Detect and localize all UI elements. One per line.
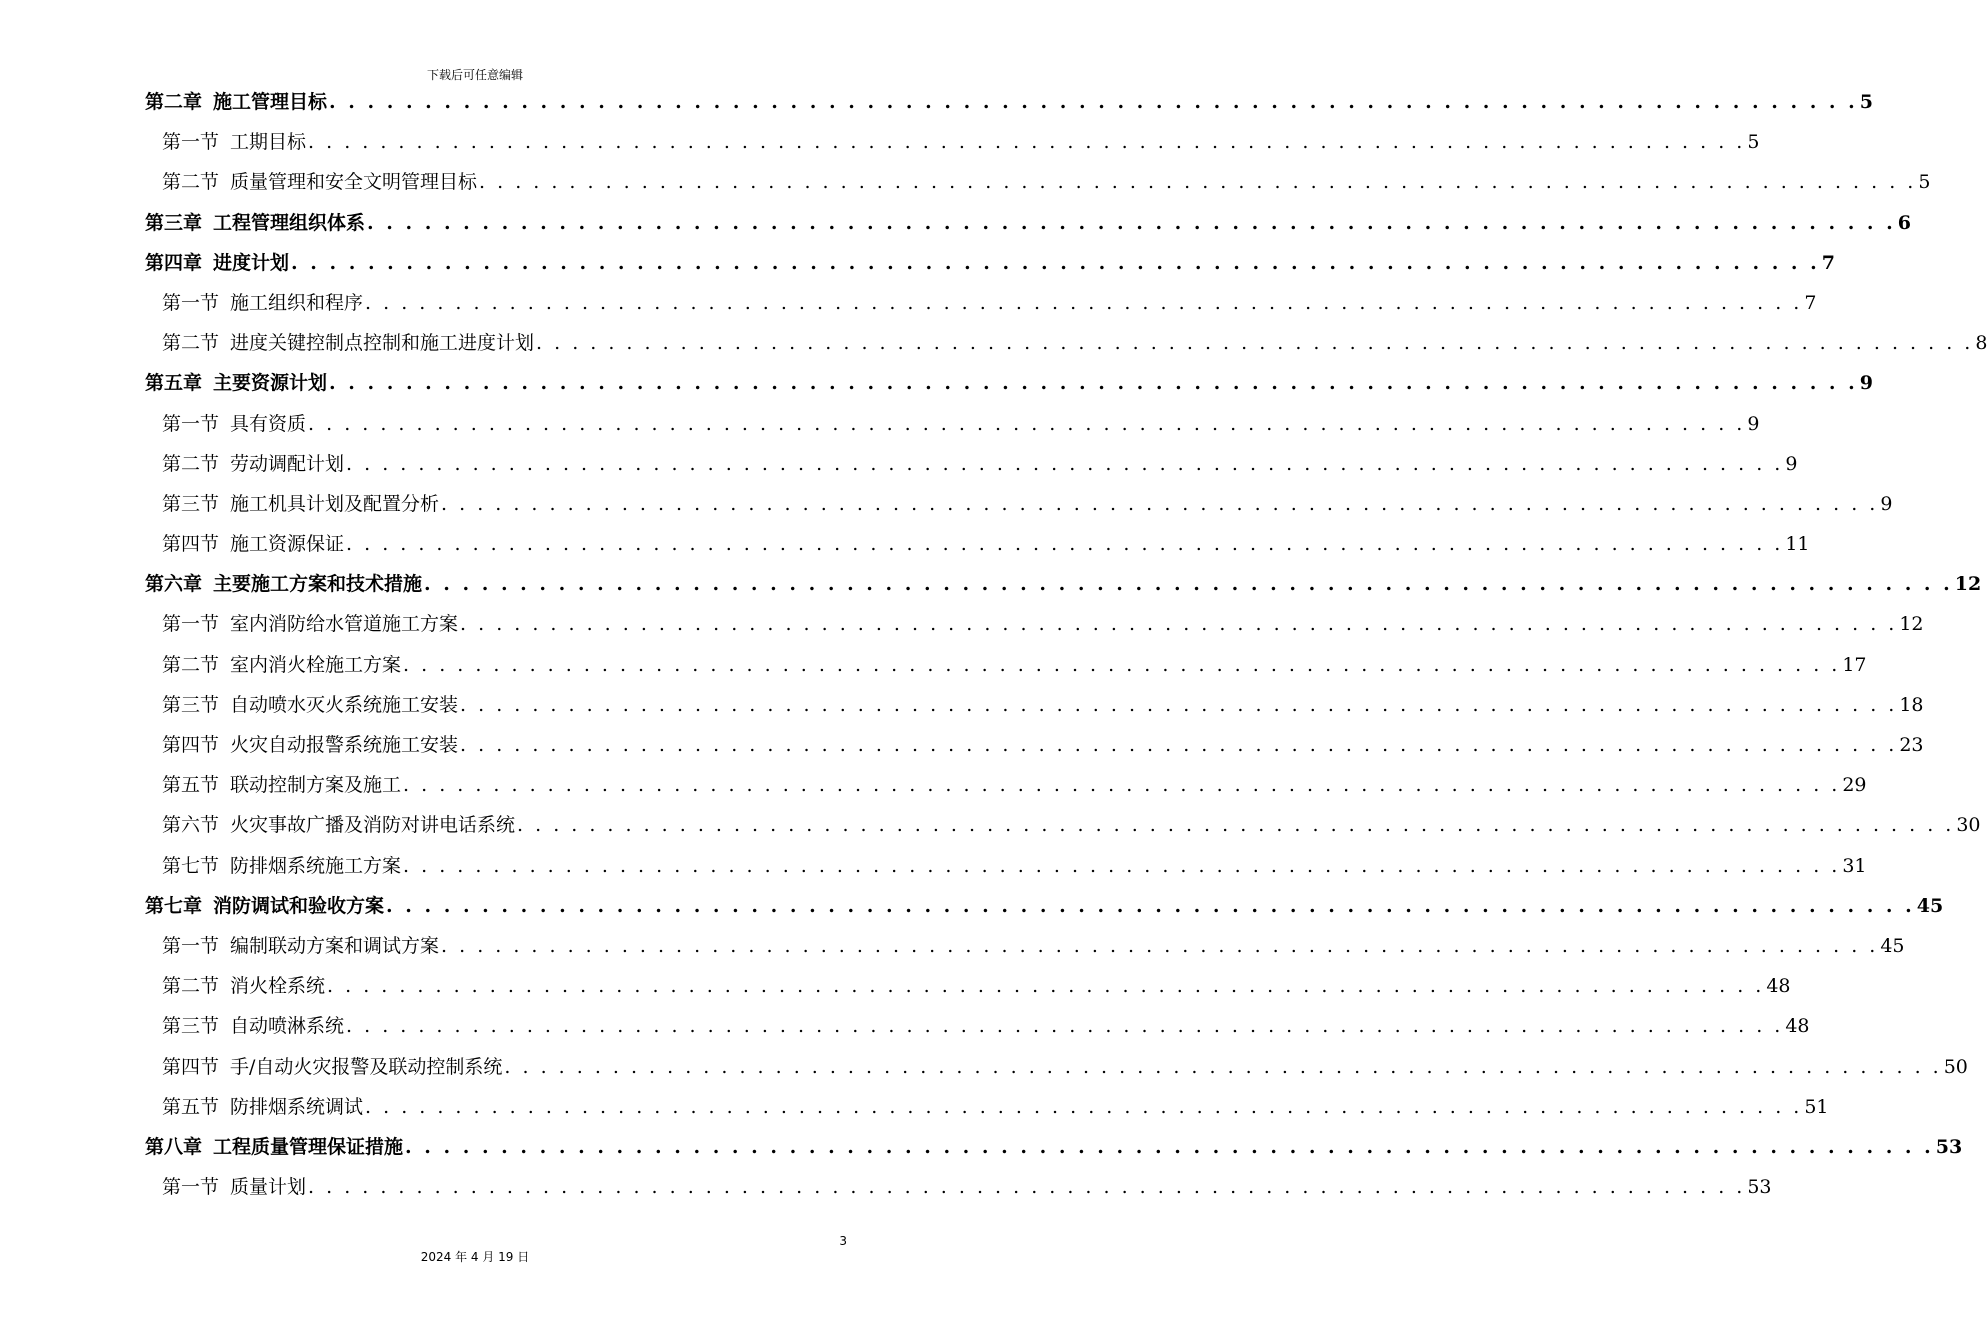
toc-entry-title: 质量计划 [230,1176,307,1199]
table-of-contents [145,82,1987,1207]
toc-dot-leader: . . . . . . . . . . . . . . . . . . . . . . . . . . . . . . . . . . . . . . . . . . . . . . . . . . . . . . . . . . . . . . . . . . . . . . . . . . . . . . . . [346,533,1784,556]
toc-entry-title: 自动喷水灭火系统施工安装 [230,693,459,716]
toc-entry-number: 第六章 [145,573,203,596]
toc-entry-number: 第一节 [162,412,220,435]
toc-dot-leader: . . . . . . . . . . . . . . . . . . . . . . . . . . . . . . . . . . . . . . . . . . . . . . . . . . . . . . . . . . . . . . . . . . . . . . . . . . . . . . . . [386,894,1915,917]
toc-entry-label [162,926,439,966]
toc-entry-page: 53 [1935,1135,1963,1158]
toc-dot-leader: . . . . . . . . . . . . . . . . . . . . . . . . . . . . . . . . . . . . . . . . . . . . . . . . . . . . . . . . . . . . . . . . . . . . . . . . . . . . . . . . [327,975,1765,998]
toc-chapter-entry[interactable] [145,243,1836,283]
toc-entry-number: 第四节 [162,1055,220,1078]
toc-entry-page: 9 [1859,372,1874,395]
toc-dot-leader: . . . . . . . . . . . . . . . . . . . . . . . . . . . . . . . . . . . . . . . . . . . . . . . . . . . . . . . . . . . . . . . . . . . . . . . . . . . . . . . . [517,814,1955,837]
toc-section-entry[interactable] [145,846,1867,886]
toc-entry-page: 7 [1821,251,1836,274]
toc-entry-title: 自动喷淋系统 [230,1015,345,1038]
toc-entry-number: 第四节 [162,533,220,556]
toc-entry-title: 消防调试和验收方案 [213,894,385,917]
toc-dot-leader: . . . . . . . . . . . . . . . . . . . . . . . . . . . . . . . . . . . . . . . . . . . . . . . . . . . . . . . . . . . . . . . . . . . . . . . . . . . . . . . . [308,412,1746,435]
toc-entry-page: 12 [1954,573,1982,596]
toc-entry-label [162,524,344,564]
toc-section-entry[interactable] [145,685,1924,725]
toc-dot-leader: . . . . . . . . . . . . . . . . . . . . . . . . . . . . . . . . . . . . . . . . . . . . . . . . . . . . . . . . . . . . . . . . . . . . . . . . . . . . . . . . [403,854,1841,877]
toc-entry-title: 编制联动方案和调试方案 [230,934,440,957]
toc-entry-title: 防排烟系统施工方案 [230,854,402,877]
toc-entry-title: 劳动调配计划 [230,452,345,475]
toc-entry-title: 工程管理组织体系 [213,211,366,234]
toc-dot-leader: . . . . . . . . . . . . . . . . . . . . . . . . . . . . . . . . . . . . . . . . . . . . . . . . . . . . . . . . . . . . . . . . . . . . . . . . . . . . . . . . [536,332,1974,355]
toc-section-entry[interactable] [145,966,1791,1006]
toc-section-entry[interactable] [145,604,1924,644]
toc-entry-label [162,444,344,484]
toc-entry-number: 第三节 [162,1015,220,1038]
toc-entry-page: 6 [1897,211,1912,234]
toc-entry-number: 第二节 [162,653,220,676]
toc-entry-label [145,363,327,403]
toc-entry-page: 48 [1766,975,1791,998]
toc-entry-label [162,805,515,845]
toc-entry-title: 工程质量管理保证措施 [213,1135,404,1158]
toc-dot-leader: . . . . . . . . . . . . . . . . . . . . . . . . . . . . . . . . . . . . . . . . . . . . . . . . . . . . . . . . . . . . . . . . . . . . . . . . . . . . . . . . [403,774,1841,797]
toc-entry-label [145,564,422,604]
toc-entry-page: 9 [1785,452,1798,475]
toc-entry-label [162,645,401,685]
toc-entry-page: 45 [1880,934,1905,957]
toc-entry-label [162,404,306,444]
toc-entry-label [162,966,325,1006]
toc-entry-number: 第二节 [162,452,220,475]
toc-entry-number: 第一节 [162,934,220,957]
toc-entry-title: 消火栓系统 [230,975,326,998]
toc-entry-number: 第七章 [145,894,203,917]
toc-dot-leader: . . . . . . . . . . . . . . . . . . . . . . . . . . . . . . . . . . . . . . . . . . . . . . . . . . . . . . . . . . . . . . . . . . . . . . . . . . . . . . . . [424,573,1953,596]
toc-section-entry[interactable] [145,725,1924,765]
toc-entry-page: 11 [1785,533,1810,556]
toc-entry-label [162,1167,306,1207]
toc-section-entry[interactable] [145,162,1931,202]
toc-entry-title: 施工机具计划及配置分析 [230,492,440,515]
toc-section-entry[interactable] [145,926,1905,966]
toc-entry-page: 23 [1899,734,1924,756]
toc-section-entry[interactable] [145,323,1987,363]
toc-dot-leader: . . . . . . . . . . . . . . . . . . . . . . . . . . . . . . . . . . . . . . . . . . . . . . . . . . . . . . . . . . . . . . . . . . . . . . . . . . . . . . . . [367,211,1896,234]
toc-entry-label [162,685,458,725]
toc-dot-leader: . . . . . . . . . . . . . . . . . . . . . . . . . . . . . . . . . . . . . . . . . . . . . . . . . . . . . . . . . . . . . . . . . . . . . . . . . . . . . . . . [479,171,1917,194]
toc-chapter-entry[interactable] [145,1127,1963,1167]
toc-entry-title: 工期目标 [230,131,307,154]
toc-entry-title: 联动控制方案及施工 [230,774,402,797]
toc-entry-page: 29 [1842,774,1867,797]
toc-entry-label [162,725,458,765]
toc-dot-leader: . . . . . . . . . . . . . . . . . . . . . . . . . . . . . . . . . . . . . . . . . . . . . . . . . . . . . . . . . . . . . . . . . . . . . . . . . . . . . . . . [460,693,1898,716]
toc-entry-page: 50 [1943,1055,1968,1078]
toc-section-entry[interactable] [145,1006,1810,1046]
toc-entry-page: 5 [1859,91,1874,113]
toc-section-entry[interactable] [145,645,1867,685]
toc-entry-number: 第三节 [162,693,220,716]
toc-entry-page: 5 [1747,131,1760,154]
toc-entry-page: 17 [1842,653,1867,676]
toc-entry-label [162,484,439,524]
toc-entry-number: 第八章 [145,1135,203,1158]
toc-section-entry[interactable] [145,524,1810,564]
toc-entry-number: 第三章 [145,211,203,234]
toc-section-entry[interactable] [145,1047,1968,1087]
toc-section-entry[interactable] [145,283,1817,323]
toc-entry-label [162,1047,502,1087]
toc-entry-label [162,1087,363,1127]
toc-entry-label [145,1127,403,1167]
toc-entry-number: 第二节 [162,332,220,355]
toc-entry-label [145,886,384,926]
toc-dot-leader: . . . . . . . . . . . . . . . . . . . . . . . . . . . . . . . . . . . . . . . . . . . . . . . . . . . . . . . . . . . . . . . . . . . . . . . . . . . . . . . . [346,452,1784,475]
toc-dot-leader: . . . . . . . . . . . . . . . . . . . . . . . . . . . . . . . . . . . . . . . . . . . . . . . . . . . . . . . . . . . . . . . . . . . . . . . . . . . . . . . . [308,131,1746,154]
toc-section-entry[interactable] [145,805,1981,845]
toc-section-entry[interactable] [145,1087,1829,1127]
toc-entry-title: 进度关键控制点控制和施工进度计划 [230,332,535,355]
toc-entry-page: 45 [1916,894,1944,917]
toc-entry-number: 第三节 [162,492,220,515]
toc-entry-page: 7 [1804,291,1817,314]
toc-entry-page: 8 [1975,332,1987,355]
toc-entry-title: 质量管理和安全文明管理目标 [230,171,478,194]
toc-chapter-entry[interactable] [145,363,1874,403]
toc-entry-title: 施工组织和程序 [230,291,364,314]
toc-chapter-entry[interactable] [145,203,1912,243]
toc-dot-leader: . . . . . . . . . . . . . . . . . . . . . . . . . . . . . . . . . . . . . . . . . . . . . . . . . . . . . . . . . . . . . . . . . . . . . . . . . . . . . . . . [308,1176,1746,1199]
toc-entry-title: 施工资源保证 [230,533,345,556]
toc-entry-page: 30 [1956,814,1981,837]
toc-dot-leader: . . . . . . . . . . . . . . . . . . . . . . . . . . . . . . . . . . . . . . . . . . . . . . . . . . . . . . . . . . . . . . . . . . . . . . . . . . . . . . . . [441,934,1879,957]
toc-entry-label [145,243,289,283]
toc-entry-label [162,162,477,202]
toc-entry-number: 第四节 [162,734,220,756]
toc-entry-number: 第六节 [162,814,220,837]
toc-entry-page: 9 [1747,412,1760,435]
toc-entry-label [162,283,363,323]
toc-entry-title: 火灾自动报警系统施工安装 [230,734,459,756]
toc-dot-leader: . . . . . . . . . . . . . . . . . . . . . . . . . . . . . . . . . . . . . . . . . . . . . . . . . . . . . . . . . . . . . . . . . . . . . . . . . . . . . . . . [365,291,1803,314]
toc-entry-number: 第一节 [162,613,220,636]
toc-entry-number: 第四章 [145,251,203,274]
toc-entry-label [162,1006,344,1046]
toc-entry-number: 第一节 [162,291,220,314]
toc-dot-leader: . . . . . . . . . . . . . . . . . . . . . . . . . . . . . . . . . . . . . . . . . . . . . . . . . . . . . . . . . . . . . . . . . . . . . . . . . . . . . . . . [346,1015,1784,1038]
toc-chapter-entry[interactable] [145,82,1874,122]
toc-dot-leader: . . . . . . . . . . . . . . . . . . . . . . . . . . . . . . . . . . . . . . . . . . . . . . . . . . . . . . . . . . . . . . . . . . . . . . . . . . . . . . . . [441,492,1879,515]
toc-entry-title: 主要施工方案和技术措施 [213,573,423,596]
toc-chapter-entry[interactable] [145,564,1982,604]
toc-dot-leader: . . . . . . . . . . . . . . . . . . . . . . . . . . . . . . . . . . . . . . . . . . . . . . . . . . . . . . . . . . . . . . . . . . . . . . . . . . . . . . . . [329,372,1858,395]
toc-entry-number: 第一节 [162,131,220,154]
toc-entry-label [145,82,327,122]
toc-entry-page: 48 [1785,1015,1810,1038]
toc-entry-page: 53 [1747,1176,1772,1199]
toc-entry-label [145,203,365,243]
toc-entry-title: 火灾事故广播及消防对讲电话系统 [230,814,516,837]
toc-entry-title: 手/自动火灾报警及联动控制系统 [230,1055,503,1078]
toc-entry-number: 第二章 [145,91,203,113]
page-header: 下载后可任意编辑 [426,68,523,82]
toc-entry-page: 9 [1880,492,1893,515]
toc-entry-title: 施工管理目标 [213,91,328,113]
toc-entry-number: 第五节 [162,774,220,797]
toc-entry-label [162,846,401,886]
toc-entry-title: 具有资质 [230,412,307,435]
toc-dot-leader: . . . . . . . . . . . . . . . . . . . . . . . . . . . . . . . . . . . . . . . . . . . . . . . . . . . . . . . . . . . . . . . . . . . . . . . . . . . . . . . . [460,613,1898,636]
toc-entry-number: 第二节 [162,975,220,998]
toc-section-entry[interactable] [145,122,1760,162]
toc-entry-page: 18 [1899,693,1924,716]
toc-entry-page: 51 [1804,1095,1829,1118]
toc-dot-leader: . . . . . . . . . . . . . . . . . . . . . . . . . . . . . . . . . . . . . . . . . . . . . . . . . . . . . . . . . . . . . . . . . . . . . . . . . . . . . . . . [405,1135,1934,1158]
toc-section-entry[interactable] [145,484,1893,524]
toc-entry-title: 室内消火栓施工方案 [230,653,402,676]
toc-entry-number: 第二节 [162,171,220,194]
toc-entry-number: 第一节 [162,1176,220,1199]
toc-entry-number: 第七节 [162,854,220,877]
toc-dot-leader: . . . . . . . . . . . . . . . . . . . . . . . . . . . . . . . . . . . . . . . . . . . . . . . . . . . . . . . . . . . . . . . . . . . . . . . . . . . . . . . . [504,1055,1942,1078]
toc-dot-leader: . . . . . . . . . . . . . . . . . . . . . . . . . . . . . . . . . . . . . . . . . . . . . . . . . . . . . . . . . . . . . . . . . . . . . . . . . . . . . . . . [291,251,1820,274]
toc-entry-title: 防排烟系统调试 [230,1095,364,1118]
toc-entry-title: 室内消防给水管道施工方案 [230,613,459,636]
page-number: 3 [839,1234,847,1248]
toc-section-entry[interactable] [145,444,1798,484]
toc-entry-number: 第五节 [162,1095,220,1118]
toc-entry-label [162,122,306,162]
toc-entry-page: 31 [1842,854,1867,877]
toc-entry-label [162,765,401,805]
toc-dot-leader: . . . . . . . . . . . . . . . . . . . . . . . . . . . . . . . . . . . . . . . . . . . . . . . . . . . . . . . . . . . . . . . . . . . . . . . . . . . . . . . . [329,91,1858,113]
toc-entry-title: 主要资源计划 [213,372,328,395]
toc-entry-label [162,323,534,363]
toc-dot-leader: . . . . . . . . . . . . . . . . . . . . . . . . . . . . . . . . . . . . . . . . . . . . . . . . . . . . . . . . . . . . . . . . . . . . . . . . . . . . . . . . [460,734,1898,756]
toc-entry-title: 进度计划 [213,251,290,274]
toc-section-entry[interactable] [145,1167,1772,1207]
toc-dot-leader: . . . . . . . . . . . . . . . . . . . . . . . . . . . . . . . . . . . . . . . . . . . . . . . . . . . . . . . . . . . . . . . . . . . . . . . . . . . . . . . . [365,1095,1803,1118]
page-footer-date: 2024 年 4 月 19 日 [420,1250,530,1264]
toc-entry-page: 5 [1918,171,1931,194]
toc-entry-label [162,604,458,644]
toc-section-entry[interactable] [145,404,1760,444]
toc-entry-page: 12 [1899,613,1924,636]
toc-chapter-entry[interactable] [145,886,1944,926]
toc-entry-number: 第五章 [145,372,203,395]
toc-dot-leader: . . . . . . . . . . . . . . . . . . . . . . . . . . . . . . . . . . . . . . . . . . . . . . . . . . . . . . . . . . . . . . . . . . . . . . . . . . . . . . . . [403,653,1841,676]
toc-section-entry[interactable] [145,765,1867,805]
